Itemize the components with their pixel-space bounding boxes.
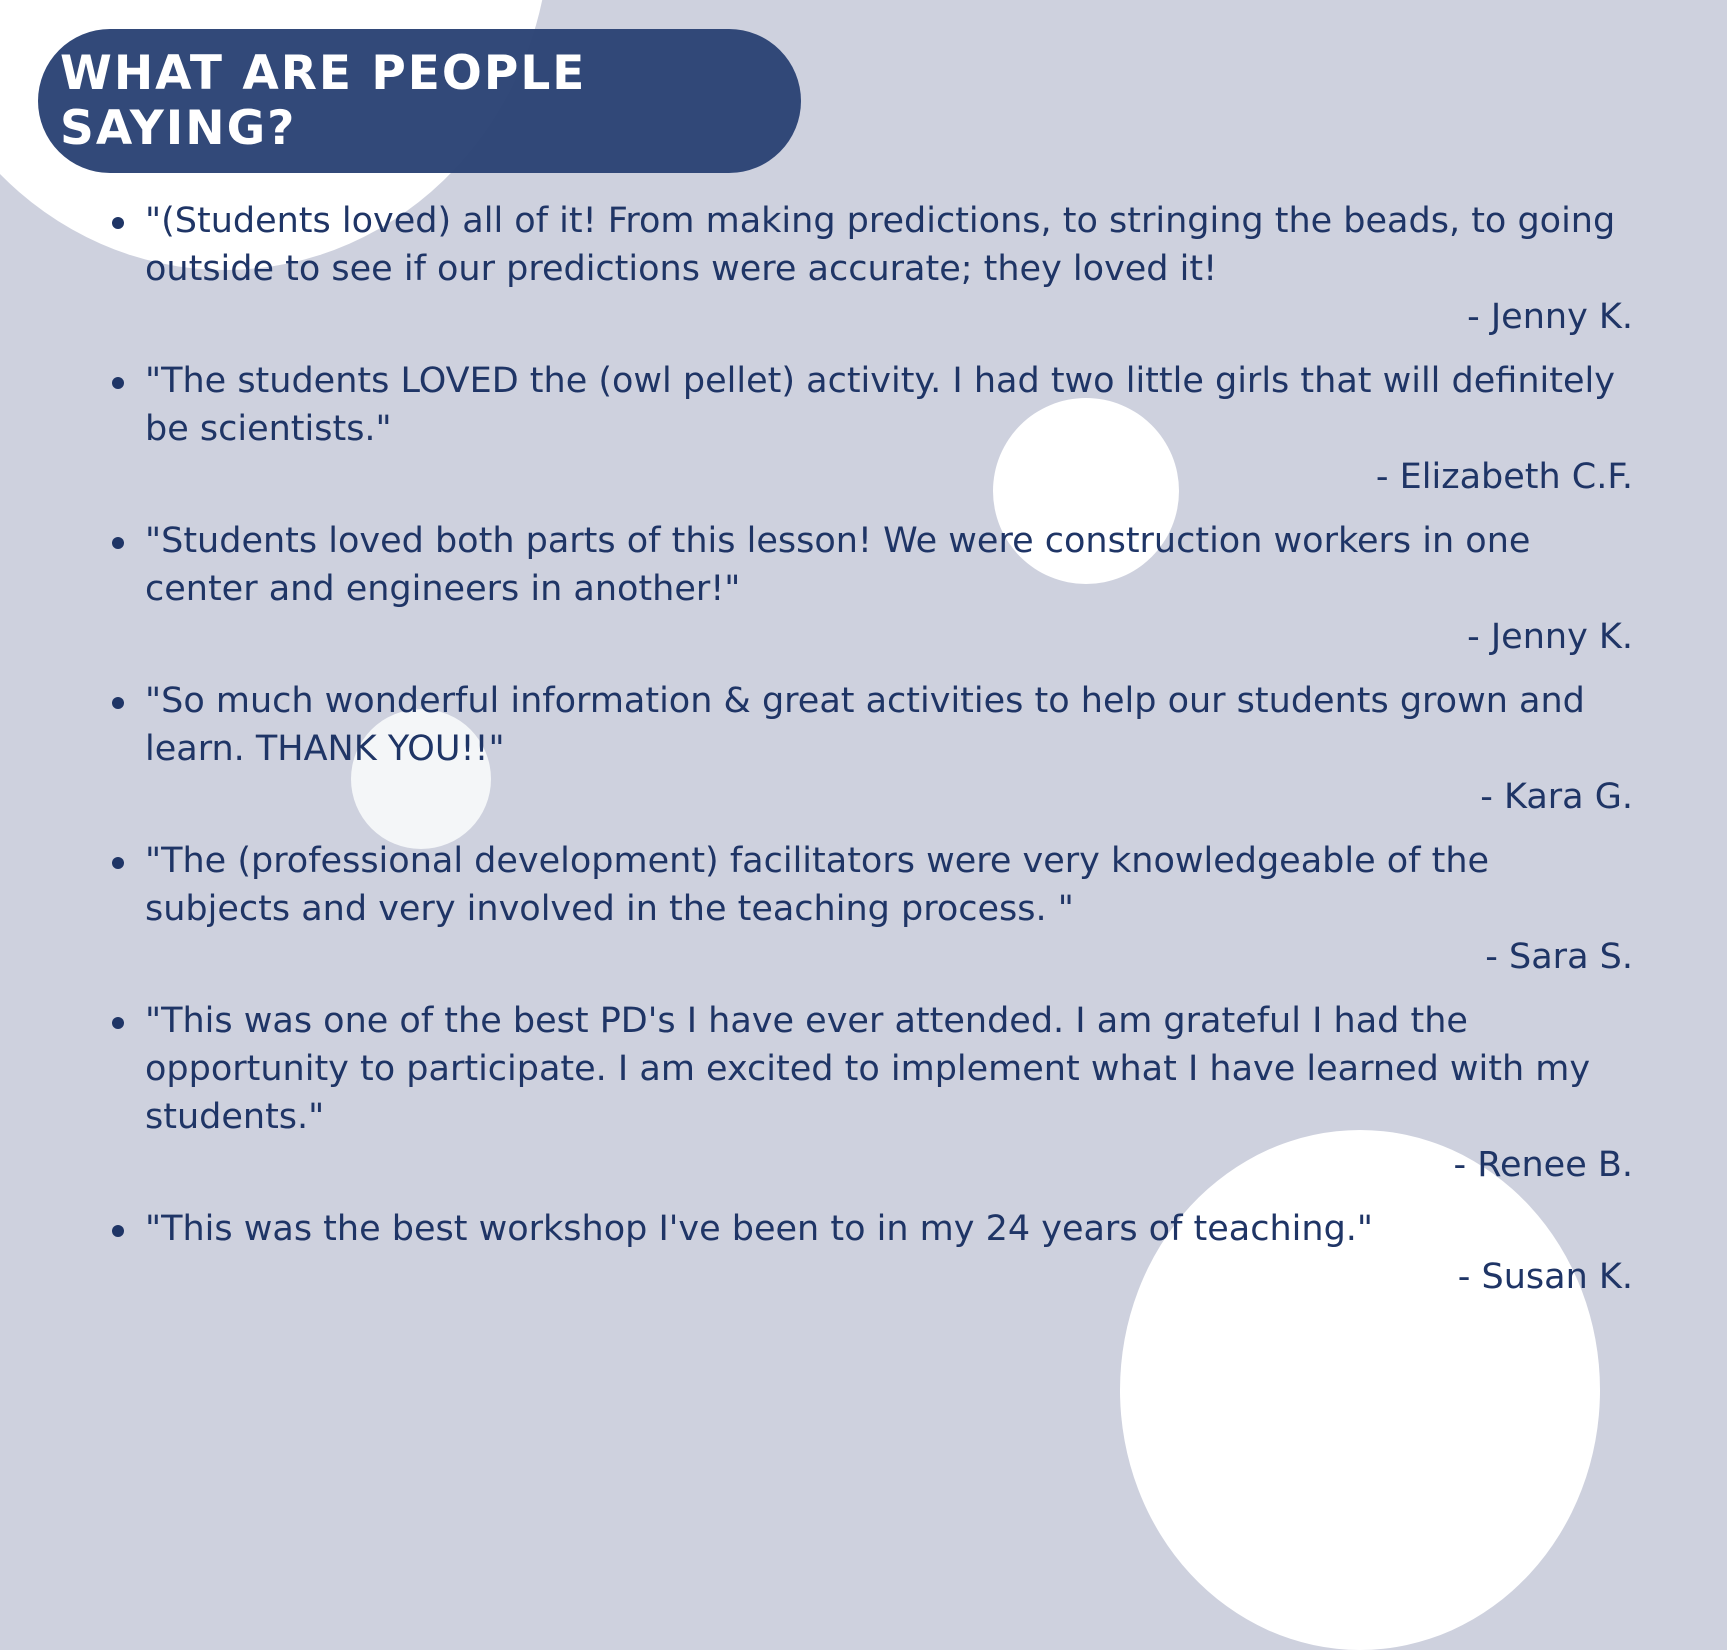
testimonial-author: - Sara S. [1485,937,1633,977]
bullet-icon [112,537,124,549]
testimonial-author: - Renee B. [1453,1145,1633,1185]
testimonial-quote: "The students LOVED the (owl pellet) activity. I had two little girls that will definitely be scientists." [145,361,1615,449]
testimonial-quote: "This was one of the best PD's I have ever attended. I am grateful I had the opportunity to participate. I am excited to implement what I have learned with my students." [145,1001,1591,1137]
testimonial-author: - Susan K. [1457,1257,1633,1297]
title-banner [38,29,801,173]
testimonial-quote: "The (professional development) facilitators were very knowledgeable of the subjects and very involved in the teaching process. " [145,841,1490,929]
testimonial-author: - Kara G. [1480,777,1633,817]
testimonial-quote: "This was the best workshop I've been to in my 24 years of teaching." [145,1209,1374,1249]
bullet-icon [112,1225,124,1237]
bullet-icon [112,857,124,869]
testimonial-author: - Jenny K. [1467,617,1633,657]
page-title: WHAT ARE PEOPLE SAYING? [60,46,587,156]
bullet-icon [112,1017,124,1029]
bullet-icon [112,217,124,229]
bullet-icon [112,377,124,389]
testimonial-author: - Jenny K. [1467,297,1633,337]
bullet-icon [112,697,124,709]
testimonial-quote: "(Students loved) all of it! From making predictions, to stringing the beads, to going outside to see if our predictions were accurate; they loved it! [145,201,1616,289]
testimonial-author: - Elizabeth C.F. [1375,457,1633,497]
testimonial-quote: "Students loved both parts of this lesson! We were construction workers in one center and engineers in another!" [145,521,1531,609]
testimonial-quote: "So much wonderful information & great activities to help our students grown and learn. THANK YOU!!" [145,681,1585,769]
